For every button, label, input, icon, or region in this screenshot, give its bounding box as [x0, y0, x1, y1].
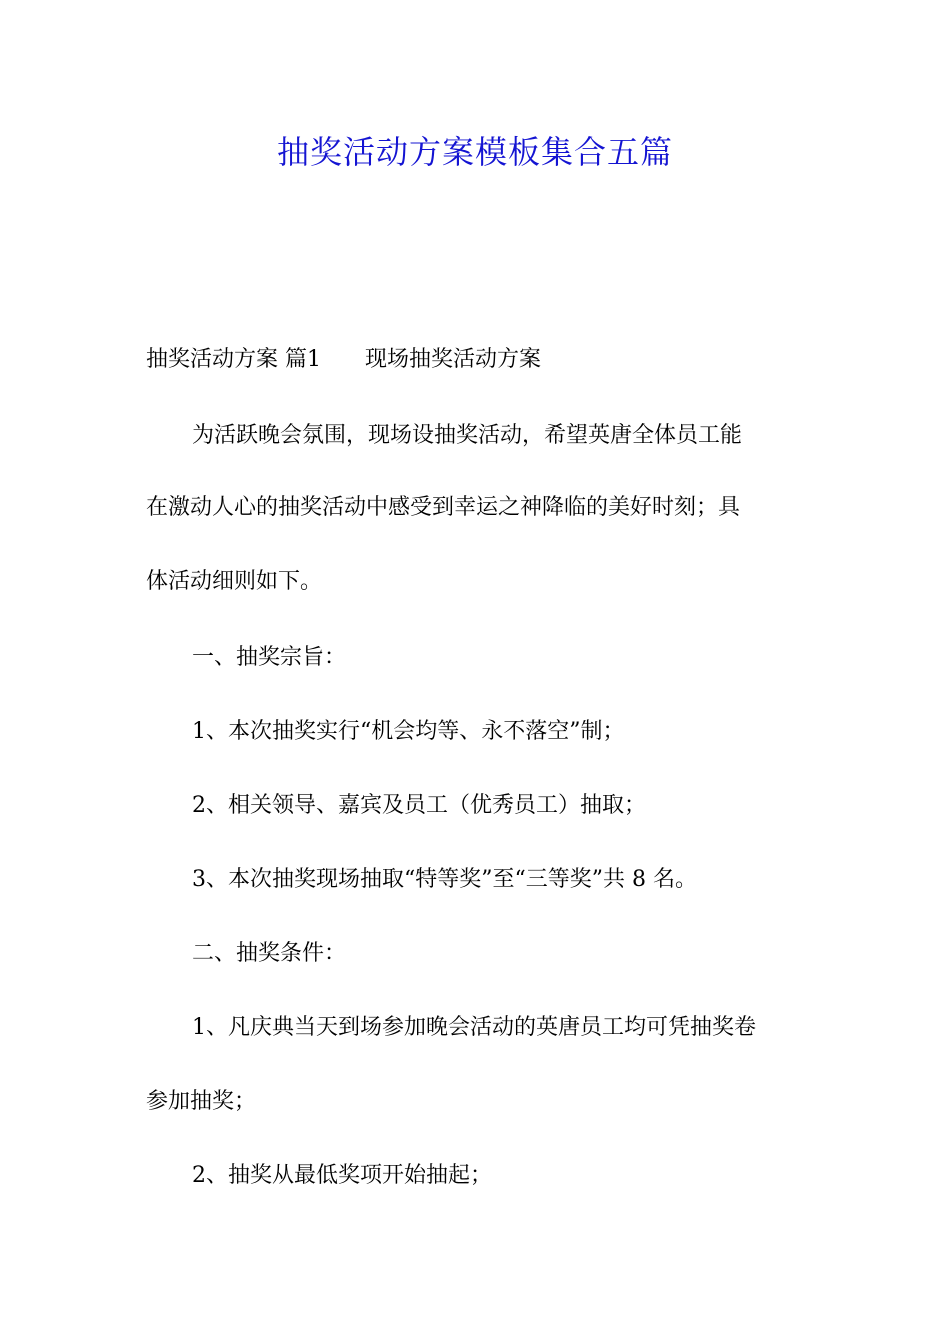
section-heading [146, 342, 950, 378]
list-item: 1、凡庆典当天到场参加晚会活动的英唐员工均可凭抽奖卷 [192, 1015, 756, 1040]
section-heading-subtitle: 现场抽奖活动方案 [365, 347, 542, 372]
section-heading-label: 抽奖活动方案 篇1 [146, 347, 321, 372]
list-item: 2、抽奖从最低奖项开始抽起； [192, 1163, 492, 1188]
list-item-continuation: 参加抽奖； [146, 1089, 257, 1114]
list-item: 2、相关领导、嘉宾及员工（优秀员工）抽取； [192, 793, 646, 818]
list-item: 3、本次抽奖现场抽取“特等奖”至“三等奖”共 8 名。 [192, 867, 697, 892]
paragraph-line: 体活动细则如下。 [146, 569, 323, 594]
document-title: 抽奖活动方案模板集合五篇 [276, 133, 673, 171]
list-item: 1、本次抽奖实行“机会均等、永不落空”制； [192, 719, 625, 744]
section-heading-one: 一、抽奖宗旨： [192, 645, 347, 670]
paragraph-line: 在激动人心的抽奖活动中感受到幸运之神降临的美好时刻；具 [146, 495, 741, 520]
section-heading-two: 二、抽奖条件： [192, 941, 347, 966]
paragraph-line: 为活跃晚会氛围，现场设抽奖活动，希望英唐全体员工能 [192, 423, 743, 448]
